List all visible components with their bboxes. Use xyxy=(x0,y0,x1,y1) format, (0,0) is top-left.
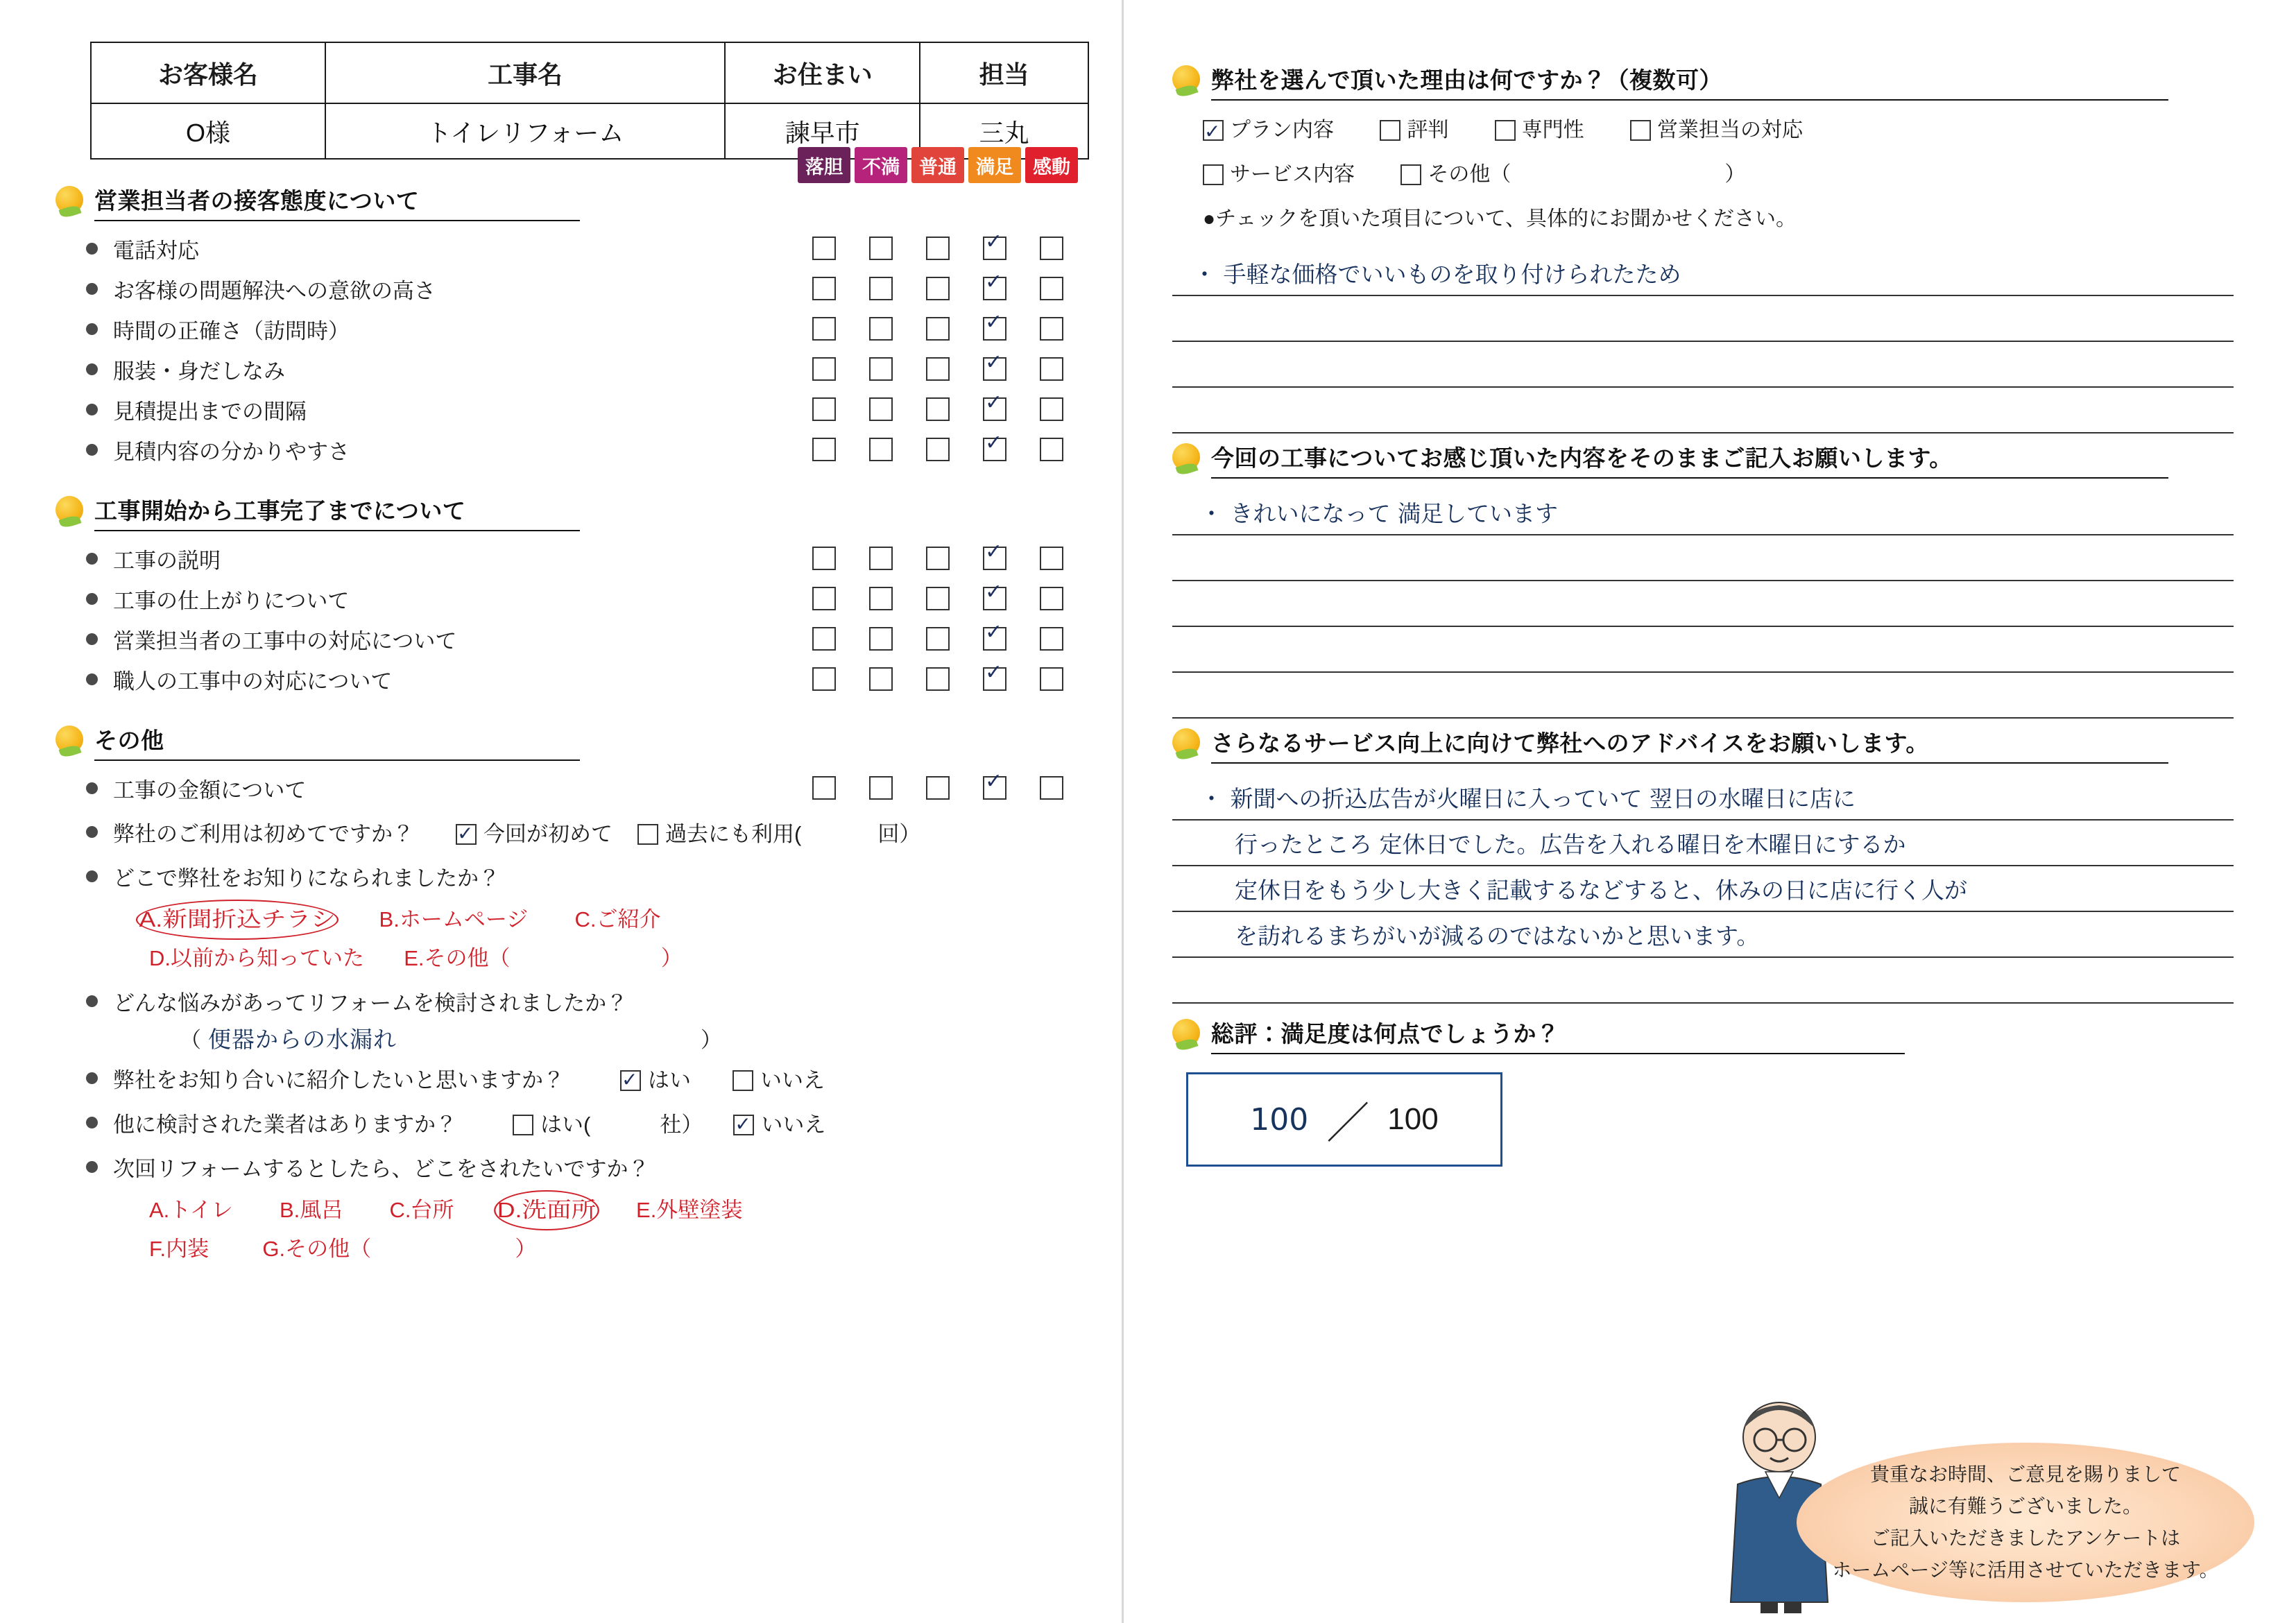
question-recommend xyxy=(55,1063,1124,1099)
section-1-header xyxy=(55,183,1124,216)
option-yes-label: はい xyxy=(648,1068,691,1092)
bullet-icon xyxy=(86,404,98,415)
handwriting: ・ 新聞への折込広告が火曜日に入っていて 翌日の水曜日に店に xyxy=(1200,785,1856,812)
rating-checkbox-2[interactable] xyxy=(911,317,964,341)
reason-option-service[interactable]: サービス内容 xyxy=(1203,155,1355,195)
advice-underline xyxy=(1211,762,2168,764)
rating-checkbox-4[interactable] xyxy=(1025,627,1078,651)
checkbox-vendors-yes[interactable] xyxy=(513,1115,533,1135)
rating-checkbox-4[interactable] xyxy=(1025,587,1078,610)
rating-checkbox-2[interactable] xyxy=(911,776,964,800)
handwriting: を訪れるまちがいが減るのではないかと思います。 xyxy=(1235,922,1760,950)
bullet-icon xyxy=(86,283,98,295)
header-staff: 担当 xyxy=(920,42,1088,103)
answer-line xyxy=(1172,866,2234,912)
question-text: 次回リフォームするとしたら、どこをされたいですか？ xyxy=(113,1157,650,1181)
answer-line xyxy=(1172,535,2234,581)
checkbox-first-time[interactable] xyxy=(456,824,477,845)
section-2-rows xyxy=(55,538,1124,699)
advice-header xyxy=(1172,725,2234,758)
bullet-icon xyxy=(86,870,98,882)
rating-checkbox-2[interactable] xyxy=(911,587,964,610)
rating-checkbox-0[interactable] xyxy=(798,357,850,381)
bullet-icon xyxy=(86,633,98,645)
bullet-icon xyxy=(86,1161,98,1173)
section-2-title: 工事開始から工事完了までについて xyxy=(94,498,466,524)
rating-checkbox-2[interactable] xyxy=(911,277,964,300)
rating-checkbox-3[interactable] xyxy=(968,667,1021,691)
checkbox-vendors-no[interactable] xyxy=(733,1115,754,1135)
question-text: どんな悩みがあってリフォームを検討されましたか？ xyxy=(113,991,628,1015)
bullet-icon xyxy=(86,553,98,565)
question-other-vendors xyxy=(55,1107,1124,1143)
section-3-title: その他 xyxy=(94,728,164,753)
choice-e-other[interactable]: E.その他（ xyxy=(404,946,511,970)
checkbox-expertise[interactable] xyxy=(1495,120,1516,141)
rating-checkbox-0[interactable] xyxy=(798,317,850,341)
rating-row xyxy=(55,768,1124,808)
bullet-icon xyxy=(86,593,98,605)
choice-c-referral[interactable]: C.ご紹介 xyxy=(574,907,661,931)
reason-option-other[interactable]: その他（ ） xyxy=(1400,155,1745,195)
handwriting: 定休日をもう少し大きく記載するなどすると、休みの日に店に行く人が xyxy=(1235,877,1967,904)
rating-checkbox-2[interactable] xyxy=(911,357,964,381)
rating-checkbox-3[interactable] xyxy=(968,627,1021,651)
score-value: 100 xyxy=(1250,1101,1309,1137)
problem-answer-text: 便器からの水漏れ xyxy=(208,1026,397,1053)
rating-checkbox-1[interactable] xyxy=(855,776,907,800)
answer-line xyxy=(1172,296,2234,342)
rating-row xyxy=(55,349,1124,389)
rating-checkbox-3[interactable] xyxy=(968,438,1021,461)
choice-e-exterior-paint[interactable]: E.外壁塗装 xyxy=(636,1198,743,1222)
choice-d-knew-before[interactable]: D.以前から知っていた xyxy=(149,946,364,970)
rating-checkbox-2[interactable] xyxy=(911,237,964,260)
checkbox-recommend-yes[interactable] xyxy=(620,1070,641,1091)
section-1-rows xyxy=(55,228,1124,470)
checkbox-sales-response[interactable] xyxy=(1630,120,1651,141)
section-sales-attitude xyxy=(55,156,1124,470)
option-no-label: いいえ xyxy=(760,1068,825,1092)
reason-option-expertise[interactable]: 専門性 xyxy=(1495,110,1584,151)
reason-answer-lines xyxy=(1172,250,2234,433)
advice-title: さらなるサービス向上に向けて弊社へのアドバイスをお願いします。 xyxy=(1211,730,1929,756)
value-customer-name: O様 xyxy=(91,103,325,159)
bullet-icon xyxy=(86,995,98,1007)
checkbox-plan[interactable] xyxy=(1203,120,1224,141)
section-others xyxy=(55,723,1124,1268)
score-underline xyxy=(1211,1053,1905,1054)
question-text: どこで弊社をお知りになられましたか？ xyxy=(113,866,500,891)
rating-checkbox-1[interactable] xyxy=(855,667,907,691)
rating-checkbox-3[interactable] xyxy=(968,776,1021,800)
section-1-underline xyxy=(94,220,580,221)
rating-checkbox-1[interactable] xyxy=(855,357,907,381)
rating-checkbox-0[interactable] xyxy=(798,667,850,691)
checkbox-other[interactable] xyxy=(1400,164,1421,185)
rating-checkbox-4[interactable] xyxy=(1025,317,1078,341)
customer-info-table xyxy=(90,42,1089,160)
row-label: 電話対応 xyxy=(113,238,199,263)
section-advice xyxy=(1172,725,2234,1004)
row-label: 工事の金額について xyxy=(113,778,307,802)
value-work-name: トイレリフォーム xyxy=(325,103,725,159)
rating-checkbox-4[interactable] xyxy=(1025,357,1078,381)
question-problem xyxy=(55,986,1124,1054)
rating-checkbox-0[interactable] xyxy=(798,776,850,800)
advice-answer-lines xyxy=(1172,775,2234,1004)
flower-icon xyxy=(1172,65,1200,93)
header-work-name: 工事名 xyxy=(325,42,725,103)
row-label: 時間の正確さ（訪問時） xyxy=(113,318,350,343)
handwriting: ・ 手軽な価格でいいものを取り付けられたため xyxy=(1193,261,1681,288)
value-residence: 諫早市 xyxy=(725,103,920,159)
option-no-label: いいえ xyxy=(761,1113,826,1137)
row-label: 営業担当者の工事中の対応について xyxy=(113,628,457,653)
flower-icon xyxy=(1172,1019,1200,1047)
rating-checkbox-1[interactable] xyxy=(855,277,907,300)
answer-line xyxy=(1172,958,2234,1004)
choice-e-close-paren: ） xyxy=(660,946,683,970)
bullet-icon xyxy=(86,444,98,456)
row-label: 工事の説明 xyxy=(113,548,221,573)
reason-option-sales-response[interactable]: 営業担当の対応 xyxy=(1630,110,1803,151)
score-title: 総評：満足度は何点でしょうか？ xyxy=(1211,1021,1560,1047)
choice-b-bath[interactable]: B.風呂 xyxy=(280,1198,343,1222)
rating-row xyxy=(55,578,1124,619)
rating-checkbox-4[interactable] xyxy=(1025,397,1078,421)
rating-checkbox-0[interactable] xyxy=(798,237,850,260)
answer-line xyxy=(1172,342,2234,388)
answer-line xyxy=(1172,821,2234,866)
rating-row xyxy=(55,309,1124,349)
score-input-box[interactable] xyxy=(1186,1072,1502,1167)
thanks-line-2: 誠に有難うございました。 xyxy=(1908,1495,2142,1517)
handwriting: ・ きれいになって 満足しています xyxy=(1200,500,1558,527)
question-text: 他に検討された業者はありますか？ xyxy=(113,1113,457,1137)
bullet-icon xyxy=(86,782,98,794)
flower-icon xyxy=(55,725,83,753)
choice-f-interior[interactable]: F.内装 xyxy=(149,1237,209,1261)
problem-answer-row xyxy=(180,1022,1124,1054)
section-2-header xyxy=(55,493,1124,526)
choice-a-toilet[interactable]: A.トイレ xyxy=(149,1198,233,1222)
thanks-line-3: ご記入いただきましたアンケートは xyxy=(1870,1527,2181,1549)
bullet-icon xyxy=(86,826,98,838)
scale-label-2: 普通 xyxy=(911,147,964,183)
bullet-icon xyxy=(86,1072,98,1084)
rating-checkbox-3[interactable] xyxy=(968,357,1021,381)
rating-checkbox-2[interactable] xyxy=(911,547,964,570)
rating-checkbox-0[interactable] xyxy=(798,277,850,300)
question-text: 弊社のご利用は初めてですか？ xyxy=(113,822,414,846)
rating-scale-header xyxy=(798,147,1078,183)
score-header xyxy=(1172,1016,2234,1049)
flower-icon xyxy=(1172,443,1200,471)
answer-line xyxy=(1172,673,2234,719)
impression-answer-lines xyxy=(1172,490,2234,719)
rating-checkbox-2[interactable] xyxy=(911,397,964,421)
other-questions xyxy=(55,816,1124,1268)
rating-checkbox-1[interactable] xyxy=(855,317,907,341)
rating-checkbox-1[interactable] xyxy=(855,587,907,610)
option-used-before-label: 過去にも利用( xyxy=(665,822,802,846)
option-yes-label: はい( xyxy=(540,1113,591,1137)
reason-underline xyxy=(1211,99,2168,101)
choice-g-close-paren: ） xyxy=(515,1237,537,1261)
answer-line xyxy=(1172,250,2234,296)
section-3-rows xyxy=(55,768,1124,808)
option-yes-tail: 社） xyxy=(660,1113,703,1137)
reason-options xyxy=(1203,110,2234,239)
rating-checkbox-0[interactable] xyxy=(798,438,850,461)
checkbox-service[interactable] xyxy=(1203,164,1224,185)
rating-checkbox-0[interactable] xyxy=(798,547,850,570)
value-staff: 三丸 xyxy=(920,103,1088,159)
option-first-time-label: 今回が初めて xyxy=(483,822,612,846)
open-paren: （ xyxy=(180,1028,201,1052)
scale-label-4: 感動 xyxy=(1025,147,1078,183)
reason-option-plan[interactable]: ✓ プラン内容 xyxy=(1203,110,1334,151)
rating-checkbox-4[interactable] xyxy=(1025,776,1078,800)
section-3-underline xyxy=(94,759,580,761)
choice-d-washroom[interactable]: D.洗面所 xyxy=(494,1190,599,1230)
rating-checkbox-2[interactable] xyxy=(911,438,964,461)
rating-checkbox-3[interactable] xyxy=(968,237,1021,260)
rating-checkbox-3[interactable] xyxy=(968,587,1021,610)
answer-line xyxy=(1172,912,2234,958)
rating-checkbox-2[interactable] xyxy=(911,627,964,651)
question-text: 弊社をお知り合いに紹介したいと思いますか？ xyxy=(113,1068,565,1092)
bullet-icon xyxy=(86,323,98,335)
rating-row xyxy=(55,619,1124,659)
section-construction xyxy=(55,493,1124,699)
bullet-icon xyxy=(86,363,98,375)
flower-icon xyxy=(1172,728,1200,756)
scale-label-1: 不満 xyxy=(855,147,907,183)
handwriting: 行ったところ 定休日でした。広告を入れる曜日を木曜日にするか xyxy=(1235,831,1906,858)
flower-icon xyxy=(55,186,83,214)
row-label: 見積内容の分かりやすさ xyxy=(113,439,350,464)
option-used-before-tail: 回） xyxy=(877,822,921,846)
rating-checkbox-1[interactable] xyxy=(855,627,907,651)
section-reason xyxy=(1172,62,2234,433)
impression-header xyxy=(1172,440,2234,473)
close-paren: ） xyxy=(701,1028,722,1052)
row-label: 工事の仕上がりについて xyxy=(113,588,350,613)
section-3-header xyxy=(55,723,1124,755)
right-page xyxy=(1124,0,2296,1623)
reason-option-reputation[interactable]: 評判 xyxy=(1380,110,1448,151)
rating-row xyxy=(55,538,1124,578)
row-label: 見積提出までの間隔 xyxy=(113,399,307,424)
answer-line xyxy=(1172,388,2234,433)
flower-icon xyxy=(55,496,83,524)
rating-checkbox-3[interactable] xyxy=(968,397,1021,421)
rating-checkbox-1[interactable] xyxy=(855,237,907,260)
rating-checkbox-4[interactable] xyxy=(1025,438,1078,461)
thanks-message xyxy=(1797,1443,2254,1602)
rating-checkbox-4[interactable] xyxy=(1025,237,1078,260)
row-label: お客様の問題解決への意欲の高さ xyxy=(113,278,436,303)
score-max: 100 xyxy=(1387,1102,1439,1136)
impression-underline xyxy=(1211,477,2168,479)
rating-checkbox-1[interactable] xyxy=(855,397,907,421)
row-label: 職人の工事中の対応について xyxy=(113,669,393,694)
rating-row xyxy=(55,659,1124,699)
score-slash: ／ xyxy=(1326,1099,1370,1148)
checkbox-used-before[interactable] xyxy=(637,824,658,845)
answer-line xyxy=(1172,775,2234,821)
section-1-title: 営業担当者の接客態度について xyxy=(94,188,420,214)
checkbox-reputation[interactable] xyxy=(1380,120,1400,141)
reason-title: 弊社を選んで頂いた理由は何ですか？（複数可） xyxy=(1211,67,1722,93)
impression-title: 今回の工事についてお感じ頂いた内容をそのままご記入お願いします。 xyxy=(1211,445,1953,471)
row-label: 服装・身だしなみ xyxy=(113,359,285,384)
rating-checkbox-0[interactable] xyxy=(798,587,850,610)
header-residence: お住まい xyxy=(725,42,920,103)
choice-c-kitchen[interactable]: C.台所 xyxy=(389,1198,454,1222)
question-first-use xyxy=(55,816,1124,852)
choice-a-newspaper-flyer[interactable]: A.新聞折込チラシ xyxy=(136,900,339,940)
rating-checkbox-1[interactable] xyxy=(855,438,907,461)
answer-line xyxy=(1172,627,2234,673)
answer-line xyxy=(1172,581,2234,627)
scale-label-0: 落胆 xyxy=(798,147,850,183)
rating-row xyxy=(55,429,1124,470)
rating-checkbox-4[interactable] xyxy=(1025,667,1078,691)
header-customer-name: お客様名 xyxy=(91,42,325,103)
bullet-icon xyxy=(86,1117,98,1128)
rating-checkbox-1[interactable] xyxy=(855,547,907,570)
checkbox-recommend-no[interactable] xyxy=(733,1070,753,1091)
rating-row xyxy=(55,389,1124,429)
answer-line xyxy=(1172,490,2234,535)
section-impression xyxy=(1172,440,2234,719)
choice-b-homepage[interactable]: B.ホームページ xyxy=(379,907,529,931)
rating-checkbox-2[interactable] xyxy=(911,667,964,691)
rating-checkbox-3[interactable] xyxy=(968,277,1021,300)
choice-g-other[interactable]: G.その他（ xyxy=(262,1237,372,1261)
rating-row xyxy=(55,268,1124,309)
question-how-known xyxy=(55,861,1124,977)
rating-checkbox-4[interactable] xyxy=(1025,277,1078,300)
rating-checkbox-0[interactable] xyxy=(798,627,850,651)
section-2-underline xyxy=(94,530,580,531)
scale-label-3: 満足 xyxy=(968,147,1021,183)
rating-checkbox-3[interactable] xyxy=(968,547,1021,570)
bullet-icon xyxy=(86,243,98,255)
rating-checkbox-4[interactable] xyxy=(1025,547,1078,570)
thanks-line-4: ホームページ等に活用させていただきます。 xyxy=(1832,1559,2219,1581)
question-next-reform xyxy=(55,1151,1124,1268)
section-score xyxy=(1172,1016,2234,1167)
bullet-icon xyxy=(86,673,98,685)
table-header-row xyxy=(91,42,1088,103)
reason-header xyxy=(1172,62,2234,95)
left-page xyxy=(0,0,1124,1623)
thanks-line-1: 貴重なお時間、ご意見を賜りまして xyxy=(1869,1463,2181,1485)
rating-row xyxy=(55,228,1124,268)
reason-note: ●チェックを頂いた項目について、具体的にお聞かせください。 xyxy=(1203,207,1797,230)
rating-checkbox-3[interactable] xyxy=(968,317,1021,341)
rating-checkbox-0[interactable] xyxy=(798,397,850,421)
